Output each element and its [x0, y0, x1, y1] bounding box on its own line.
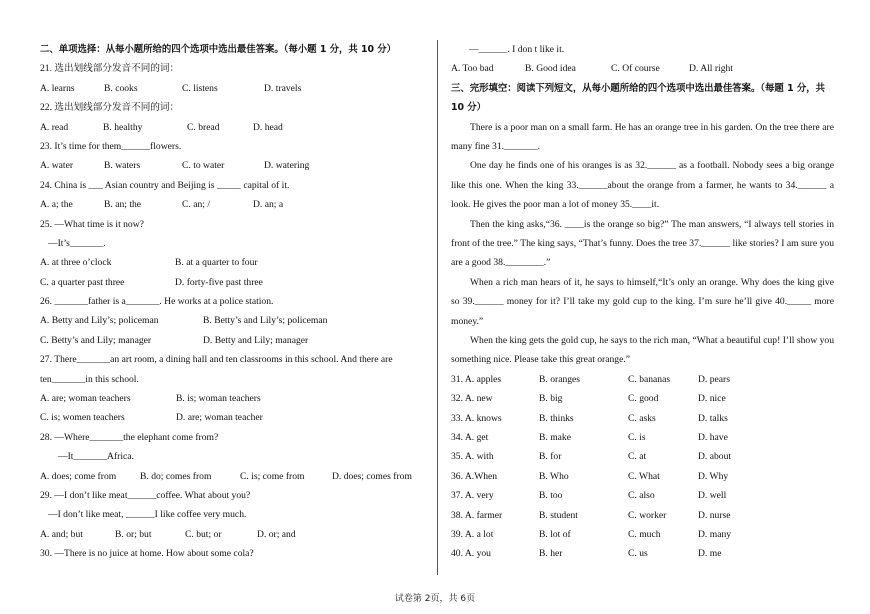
- cloze-option-row: [451, 428, 834, 447]
- option-d: D. or; and: [257, 528, 296, 540]
- option-c: C. bread: [187, 121, 220, 133]
- question-27-options-ab: [40, 389, 423, 408]
- question-24-options: [40, 195, 423, 214]
- option-d: D. Betty and Lily; manager: [203, 334, 309, 346]
- option-c: C. but; or: [185, 528, 222, 540]
- cloze-option-row: [451, 486, 834, 505]
- question-21-options: [40, 79, 423, 98]
- option-c: C. Of course: [611, 63, 660, 75]
- page-footer: 试卷第 2页，共 6页: [394, 594, 476, 604]
- option-a: 34. A. get: [451, 432, 489, 444]
- option-d: D. talks: [698, 412, 728, 424]
- question-24-stem: 24. China is ___ Asian country and Beijing is _____ capital of it.: [40, 179, 290, 191]
- option-c: C. asks: [628, 412, 656, 424]
- option-a: 33. A. knows: [451, 412, 502, 424]
- question-26-stem: 26. _______father is a_______. He works at a police station.: [40, 296, 274, 308]
- option-a: 40. A. you: [451, 548, 491, 560]
- option-a: A. Betty and Lily’s; policeman: [40, 315, 159, 327]
- option-b: B. do; comes from: [140, 470, 212, 482]
- option-c: C. us: [628, 548, 648, 560]
- passage-paragraph-1: There is a poor man on a small farm. He has an orange tree in his garden. On the tree there are many fine 31._______.: [451, 121, 834, 152]
- option-b: B. make: [539, 432, 571, 444]
- option-c: C. an; /: [182, 199, 210, 211]
- option-c: C. listens: [182, 82, 218, 94]
- option-d: D. have: [698, 432, 728, 444]
- option-b: B. an; the: [104, 199, 142, 211]
- option-b: B. at a quarter to four: [175, 257, 258, 269]
- question-27-options-cd: [40, 408, 423, 427]
- option-b: B. too: [539, 490, 563, 502]
- passage-paragraph-3: Then the king asks,“36. ____is the orange so big?” The man answers, “I always tell stories in front of the tree.” The king says, “That’s funny. Does the tree 37.______ like stories? I am sure you are a good 38.________.”: [451, 218, 834, 269]
- question-22-options: [40, 118, 423, 137]
- column-divider: [437, 40, 438, 575]
- option-b: B. for: [539, 451, 562, 463]
- option-b: B. or; but: [115, 528, 152, 540]
- cloze-option-row: [451, 525, 834, 544]
- option-d: D. pears: [698, 373, 730, 385]
- option-a: A. does; come from: [40, 470, 117, 482]
- cloze-option-row: [451, 467, 834, 486]
- option-d: D. nice: [698, 393, 726, 405]
- option-b: B. her: [539, 548, 563, 560]
- question-21-stem: 21. 选出划线部分发音不同的词：: [40, 63, 180, 75]
- option-d: D. forty-five past three: [175, 276, 263, 288]
- option-d: D. All right: [689, 63, 733, 75]
- question-25-options-ab: [40, 253, 423, 272]
- option-a: A. and; but: [40, 528, 83, 540]
- question-25-stem: 25. —What time is it now?: [40, 218, 144, 230]
- option-c: C. is: [628, 432, 646, 444]
- option-d: D. nurse: [698, 509, 731, 521]
- option-a: 31. A. apples: [451, 373, 502, 385]
- option-d: D. many: [698, 529, 732, 540]
- option-b: B. oranges: [539, 373, 581, 385]
- passage-paragraph-5: When the king gets the gold cup, he says to the rich man, “What a beautiful cup! I’ll show you something nice. Please take this great orange.”: [451, 335, 834, 366]
- left-column: [40, 40, 423, 564]
- question-25-options-cd: [40, 273, 423, 292]
- option-a: A. read: [40, 121, 69, 133]
- cloze-option-row: [451, 409, 834, 428]
- question-29-response: —I don’t like meat, ______I like coffee very much.: [48, 509, 247, 521]
- option-c: C. to water: [182, 160, 225, 172]
- option-d: D. an; a: [253, 199, 284, 211]
- option-d: D. about: [698, 451, 732, 463]
- option-a: A. learns: [40, 82, 75, 94]
- option-b: B. healthy: [103, 121, 143, 133]
- question-27-stem: 27. There_______an art room, a dining hall and ten classrooms in this school. And there are: [40, 354, 393, 366]
- section-three-header: 三、完形填空：阅读下列短文，从每小题所给的四个选项中选出最佳答案。（每题 1 分，共 10 分）: [451, 82, 825, 114]
- passage-paragraph-2: One day he finds one of his oranges is as 32.______ as a football. Nobody sees a big orange like this one. When the king 33.______about the orange from a farmer, he wants to 34.______ a look. He gives the poor man a lot of money 35.____it.: [451, 160, 834, 211]
- question-28-stem: 28. —Where_______the elephant come from?: [40, 431, 219, 443]
- option-b: B. waters: [104, 160, 141, 172]
- question-30-response: —______. I don t like it.: [469, 44, 565, 55]
- cloze-option-row: [451, 389, 834, 408]
- option-c: C. good: [628, 393, 659, 405]
- question-30-stem: 30. —There is no juice at home. How about some cola?: [40, 548, 254, 560]
- option-a: 35. A. with: [451, 451, 494, 463]
- option-a: A. at three o’clock: [40, 257, 112, 269]
- question-26-options-cd: [40, 331, 423, 350]
- option-d: D. well: [698, 490, 727, 502]
- option-c: C. bananas: [628, 373, 671, 385]
- cloze-option-row: [451, 544, 834, 563]
- question-30-options: [451, 59, 834, 78]
- option-b: B. is; woman teachers: [176, 393, 261, 405]
- option-b: B. lot of: [539, 529, 571, 540]
- option-a: A. a; the: [40, 199, 73, 211]
- cloze-option-row: [451, 447, 834, 466]
- question-28-response: —It_______Africa.: [58, 451, 134, 463]
- option-a: 36. A.When: [451, 470, 498, 482]
- option-c: C. also: [628, 490, 655, 502]
- option-d: D. does; comes from: [332, 470, 412, 482]
- option-a: 32. A. new: [451, 393, 493, 405]
- option-d: D. me: [698, 548, 722, 560]
- option-c: C. at: [628, 451, 647, 463]
- option-a: 39. A. a lot: [451, 529, 494, 540]
- passage-paragraph-4: When a rich man hears of it, he says to himself,“It’s only an orange. Why does the king give so 39.______ money for it? I’ll take my gold cup to the king. I’m sure he’ll give 40._____ more money.”: [451, 276, 834, 327]
- option-d: D. Why: [698, 470, 729, 482]
- question-27-stem-cont: ten_______in this school.: [40, 373, 139, 385]
- option-a: A. water: [40, 160, 74, 172]
- option-c: C. a quarter past three: [40, 276, 125, 288]
- cloze-option-row: [451, 506, 834, 525]
- section-two-header: 二、单项选择：从每小题所给的四个选项中选出最佳答案。（每小题 1 分，共 10 分）: [40, 44, 397, 55]
- question-29-stem: 29. —I don’t like meat______coffee. What about you?: [40, 489, 251, 501]
- option-d: D. head: [253, 121, 283, 133]
- option-b: B. Betty’s and Lily’s; policeman: [203, 315, 328, 327]
- option-c: C. is; women teachers: [40, 412, 125, 424]
- option-b: B. cooks: [104, 82, 138, 94]
- cloze-options: [451, 370, 834, 564]
- option-b: B. big: [539, 393, 563, 405]
- question-23-stem: 23. It’s time for them______flowers.: [40, 140, 182, 152]
- option-c: C. is; come from: [240, 470, 305, 482]
- option-c: C. Betty’s and Lily; manager: [40, 334, 152, 346]
- option-b: B. Good idea: [525, 63, 576, 75]
- question-29-options: [40, 525, 423, 544]
- option-d: D. watering: [264, 160, 310, 172]
- question-28-options: [40, 467, 423, 486]
- option-d: D. are; woman teacher: [176, 412, 263, 424]
- option-a: A. are; woman teachers: [40, 393, 131, 405]
- cloze-option-row: [451, 370, 834, 389]
- option-c: C. worker: [628, 509, 667, 521]
- option-b: B. thinks: [539, 412, 574, 424]
- question-25-response: —It’s_______.: [48, 237, 106, 249]
- option-b: B. Who: [539, 470, 569, 482]
- question-26-options-ab: [40, 311, 423, 330]
- option-a: 38. A. farmer: [451, 509, 503, 521]
- right-column: [451, 40, 834, 564]
- option-a: A. Too bad: [451, 63, 494, 75]
- option-b: B. student: [539, 509, 578, 521]
- question-22-stem: 22. 选出划线部分发音不同的词：: [40, 102, 180, 114]
- option-c: C. much: [628, 529, 661, 540]
- option-a: 37. A. very: [451, 490, 494, 502]
- question-23-options: [40, 156, 423, 175]
- option-c: C. What: [628, 470, 660, 482]
- option-d: D. travels: [264, 82, 302, 94]
